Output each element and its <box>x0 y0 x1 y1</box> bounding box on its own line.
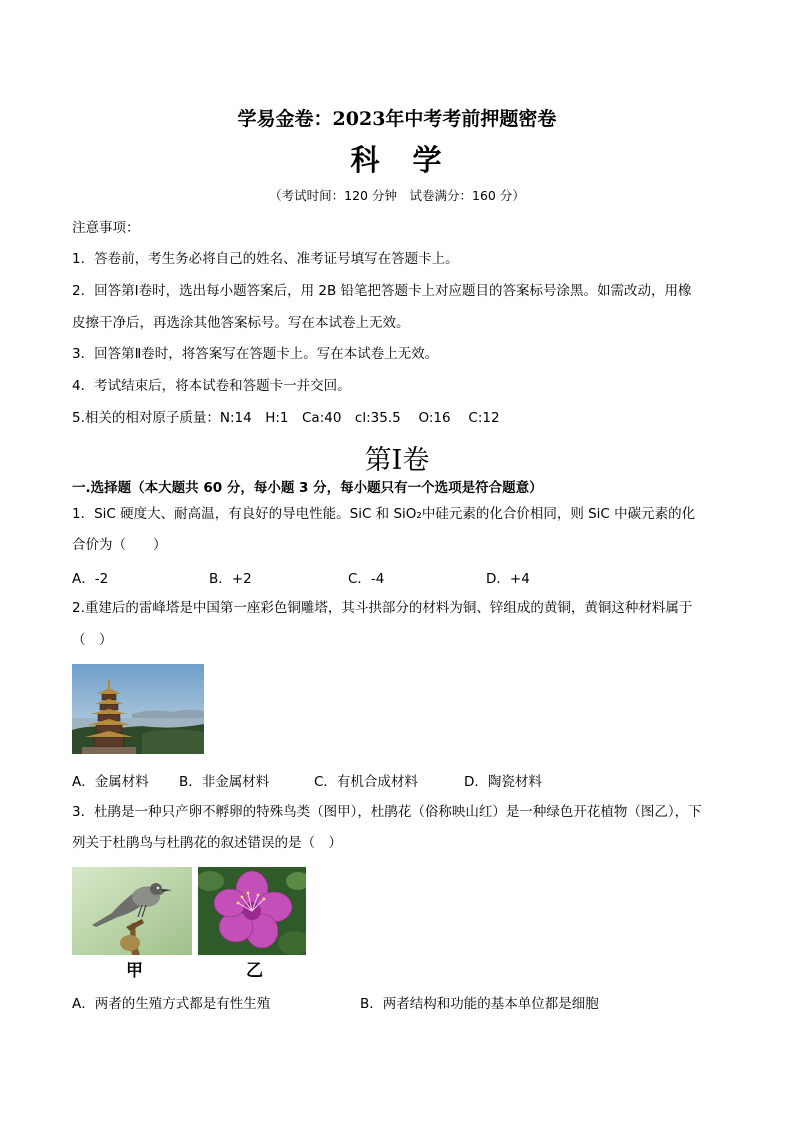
section-heading: 一.选择题（本大题共 60 分，每小题 3 分，每小题只有一个选项是符合题意） <box>72 480 543 496</box>
q1-option-b: B．+2 <box>209 571 252 587</box>
caption-yi: 乙 <box>246 961 263 981</box>
q2-option-b: B．非金属材料 <box>179 774 270 790</box>
q2-option-d: D．陶瓷材料 <box>464 774 542 790</box>
q3-stem-line2: 列关于杜鹃鸟与杜鹃花的叙述错误的是（ ） <box>72 835 342 851</box>
q1-stem-line1: 1．SiC 硬度大、耐高温，有良好的导电性能。SiC 和 SiO₂中硅元素的化合价相同，则 SiC 中碳元素的化 <box>72 506 696 522</box>
pagoda-photo <box>72 664 204 754</box>
q2-option-a: A．金属材料 <box>72 774 149 790</box>
azalea-flower-photo <box>198 867 306 955</box>
notes-heading: 注意事项： <box>72 220 140 236</box>
q3-stem-line1: 3．杜鹃是一种只产卵不孵卵的特殊鸟类（图甲），杜鹃花（俗称映山红）是一种绿色开花植物（图乙），下 <box>72 804 702 820</box>
note-item: 1．答卷前，考生务必将自己的姓名、准考证号填写在答题卡上。 <box>72 251 459 267</box>
q2-stem-line2: （ ） <box>72 632 113 648</box>
exam-info: （考试时间：120 分钟 试卷满分：160 分） <box>269 188 525 203</box>
q1-option-c: C．-4 <box>348 571 385 587</box>
q1-option-d: D．+4 <box>486 571 530 587</box>
exam-title: 学易金卷：2023年中考考前押题密卷 <box>237 108 557 130</box>
note-item: 2．回答第Ⅰ卷时，选出每小题答案后，用 2B 铅笔把答题卡上对应题目的答案标号涂黑。如需改动，用橡 <box>72 283 692 299</box>
caption-jia: 甲 <box>126 961 143 981</box>
note-item: 皮擦干净后，再选涂其他答案标号。写在本试卷上无效。 <box>72 315 410 331</box>
note-item: 4．考试结束后，将本试卷和答题卡一并交回。 <box>72 378 351 394</box>
q3-option-b: B．两者结构和功能的基本单位都是细胞 <box>360 996 599 1012</box>
q3-option-a: A．两者的生殖方式都是有性生殖 <box>72 996 271 1012</box>
volume-title: 第Ⅰ卷 <box>364 445 430 476</box>
cuckoo-bird-photo <box>72 867 192 955</box>
q1-option-a: A．-2 <box>72 571 109 587</box>
note-item: 3．回答第Ⅱ卷时，将答案写在答题卡上。写在本试卷上无效。 <box>72 346 439 362</box>
subject-title: 科 学 <box>350 143 444 177</box>
q1-stem-line2: 合价为（ ） <box>72 537 167 553</box>
q2-stem-line1: 2.重建后的雷峰塔是中国第一座彩色铜雕塔，其斗拱部分的材料为铜、锌组成的黄铜，黄铜这种材料属于 <box>72 600 693 616</box>
q2-option-c: C．有机合成材料 <box>314 774 418 790</box>
note-item: 5.相关的相对原子质量：N:14 H:1 Ca:40 cl:35.5 O:16 C:12 <box>72 410 500 426</box>
